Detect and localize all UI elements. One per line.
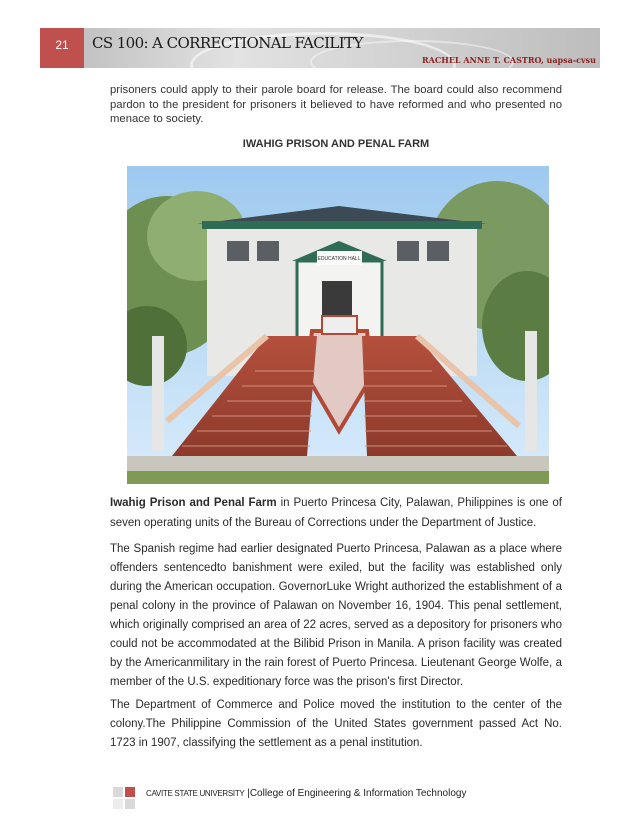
author-line: RACHEL ANNE T. CASTRO, uapsa-cvsu: [422, 55, 596, 65]
course-title: CS 100: A CORRECTIONAL FACILITY: [92, 34, 363, 52]
intro-paragraph: [110, 83, 562, 127]
paragraph-2-text: The Spanish regime had earlier designated Puerto Princesa, Palawan as a place where offenders sentencedto banishment were exiled, but the facility was established only during the American occupation. GovernorLuke Wright authorized the establishment of a penal colony in the province of Palawan on November 16, 1904. This penal settlement, which originally comprised an area of 22 acres, served as a depository for prisoners who could not be accommodated at the Bilibid Prison in Manila. A prison facility was created by the Americanmilitary in the rain forest of Puerto Princesa. Lieutenant George Wolfe, a member of the U.S. expeditionary force was the prison's first Director.: [110, 543, 562, 688]
footer: [146, 788, 466, 799]
section-title: IWAHIG PRISON AND PENAL FARM: [242, 138, 430, 150]
facility-name: Iwahig Prison and Penal Farm: [110, 497, 277, 509]
building-sign: EDUCATION HALL: [317, 256, 361, 262]
paragraph-2: [110, 540, 562, 692]
footer-decoration: [113, 787, 123, 797]
footer-university: CAVITE STATE UNIVERSITY: [146, 789, 245, 798]
intro-text: prisoners could apply to their parole board for release. The board could also recommend pardon to the president for prisoners it believed to have reformed and who presented no menace to society.: [110, 84, 562, 125]
prison-photo: [127, 166, 549, 484]
footer-decoration: [125, 787, 135, 797]
footer-college: |College of Engineering & Information Technology: [244, 788, 467, 799]
footer-decoration: [113, 799, 123, 809]
paragraph-3-text: The Department of Commerce and Police moved the institution to the center of the colony.The Philippine Commission of the United States government passed Act No. 1723 in 1907, classifying the settlement as a penal institution.: [110, 699, 562, 749]
paragraph-1: [110, 493, 562, 533]
page-number: 21: [40, 28, 84, 68]
paragraph-1-text: in Puerto Princesa City, Palawan, Philippines is one of seven operating units of the Bureau of Corrections under the Department of Justice.: [110, 497, 562, 529]
footer-decoration: [125, 799, 135, 809]
paragraph-3: [110, 696, 562, 753]
prison-building-illustration: [127, 166, 549, 484]
